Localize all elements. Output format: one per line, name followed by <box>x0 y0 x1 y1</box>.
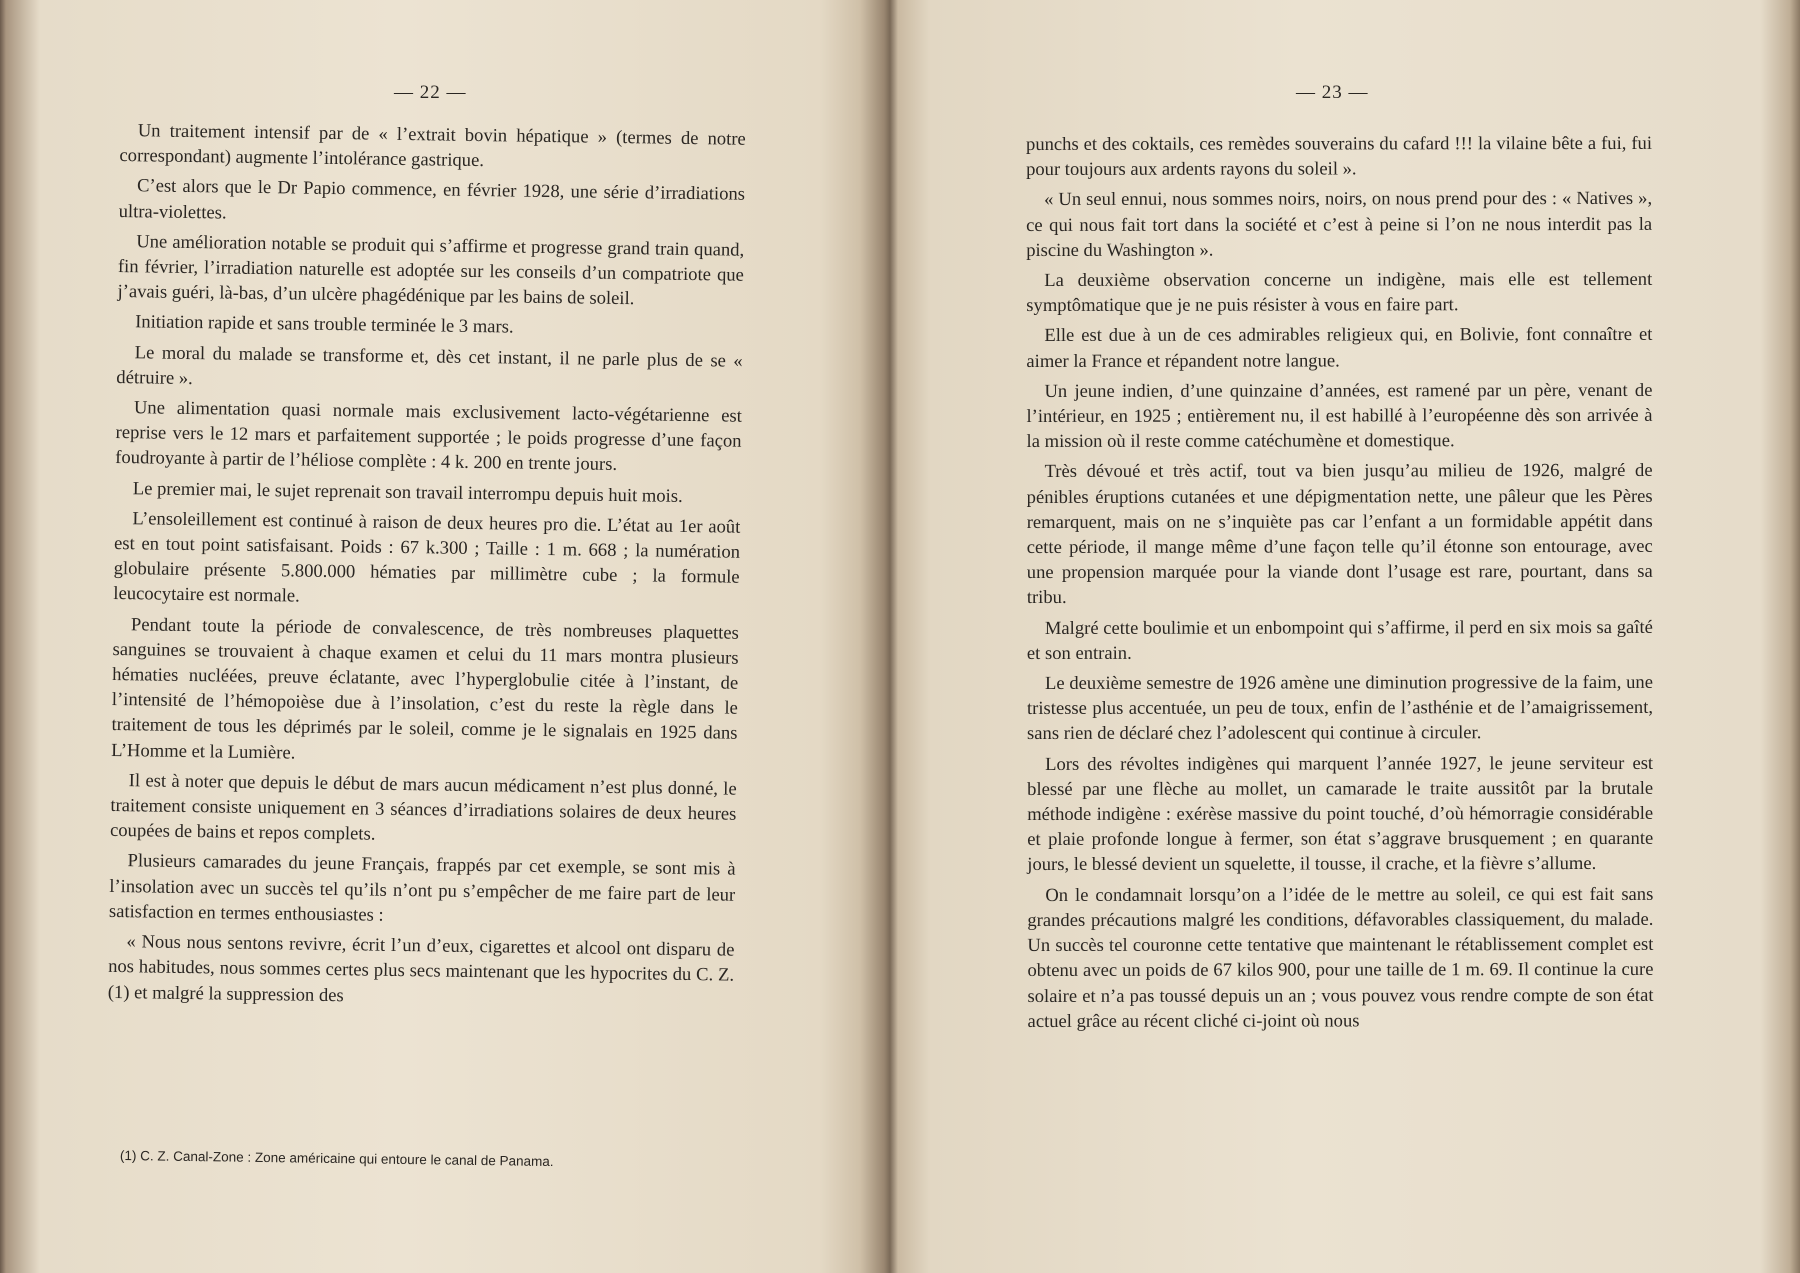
paragraph: Plusieurs camarades du jeune Français, frappés par cet exemple, se sont mis à l’insolation avec un succès tel qu’ils n’ont pu s’empêcher de me faire part de leur satisfaction en termes enthousiastes : <box>108 850 736 926</box>
paragraph: Une amélioration notable se produit qui s’affirme et progresse grand train quand, fin février, l’irradiation naturelle est adoptée sur les conseils d’un compatriote que j’avais guéri, là-bas, d’un ulcère phagédénique par les bains de soleil. <box>117 231 745 310</box>
paragraph: Un traitement intensif par de « l’extrait bovin hépatique » (termes de notre correspondant) augmente l’intolérance gastrique. <box>119 120 746 172</box>
paragraph: Lors des révoltes indigènes qui marquent l’année 1927, le jeune serviteur est blessé par une flèche au mollet, un camarade le traite aussitôt par la brutale méthode indigène : exérèse massive du point touché, d’où hémorragie considérable et plaie profonde longue à fermer, son état s’aggrave brusquement ; en quarante jours, le blessé devient un squelette, il tousse, il crache, et la fièvre s’allume. <box>1027 752 1654 876</box>
paragraph: Elle est due à un de ces admirables religieux qui, en Bolivie, font connaître et aimer la France et répandent notre langue. <box>1026 324 1653 372</box>
paragraph: Il est à noter que depuis le début de mars aucun médicament n’est plus donné, le traitement consiste uniquement en 3 séances d’irradiations solaires de deux heures coupées de bains et repos complets. <box>109 770 737 845</box>
paragraph: Un jeune indien, d’une quinzaine d’années, est ramené par un père, venant de l’intérieur, en 1925 ; entièrement nu, il est habillé à l’européenne dès son arrivée à la mission où il reste comme catéchumène et domestique. <box>1026 379 1653 453</box>
paragraph: Une alimentation quasi normale mais exclusivement lacto-végétarienne est reprise vers le 12 mars et parfaitement supportée ; le poids progresse d’une façon foudroyante à partir de l’héliose complète : 4 k. 200 en trente jours. <box>115 397 743 476</box>
paragraph: « Un seul ennui, nous sommes noirs, noirs, on nous prend pour des : « Natives », ce qui nous fait tort dans la société et c’est à peine si l’on ne nous interdit pas la piscine du Washington ». <box>1026 188 1653 261</box>
paragraph: punchs et des coktails, ces remèdes souverains du cafard !!! la vilaine bête a fui, fui pour toujours aux ardents rayons du soleil ». <box>1026 132 1653 181</box>
paragraph: Pendant toute la période de convalescence, de très nombreuses plaquettes sanguines se trouvaient à chaque examen et celui du 11 mars montra plusieurs hématies nucléées, preuve éclatante, avec l’hyperglobulie citée à l’instant, de l’intensité de l’hémopoièse due à l’insolation, c’est du reste la règle dans le traitement de tous les déprimés par le soleil, comme je le signalais en 1925 dans L’Homme et la Lumière. <box>111 613 740 764</box>
paragraph: On le condamnait lorsqu’on a l’idée de le mettre au soleil, ce qui est fait sans grandes précautions malgré les conditions, défavorables classiquement, du malade. Un succès tel couronne cette tentative que maintenant le rétablissement complet est obtenu avec un poids de 67 kilos 900, pour une taille de 1 m. 69. Il continue la cure solaire et n’a pas toussé depuis un an ; vous pouvez vous rendre compte de son état actuel grâce au récent cliché ci-joint où nous <box>1027 883 1654 1032</box>
paragraph: Le premier mai, le sujet reprenait son travail interrompu depuis huit mois. <box>132 477 683 507</box>
paragraph: Le deuxième semestre de 1926 amène une diminution progressive de la faim, une tristesse plus accentuée, un peu de toux, enfin de l’asthénie et de l’amaigrissement, sans rien de déclaré chez l’adolescent qui continue à circuler. <box>1026 671 1654 745</box>
paragraph: La deuxième observation concerne un indigène, mais elle est tellement symptômatique que je ne puis résister à vous en faire part. <box>1026 268 1653 317</box>
left-page <box>0 0 884 1273</box>
right-page <box>894 0 1800 1273</box>
paragraph: C’est alors que le Dr Papio commence, en février 1928, une série d’irradiations ultra-violettes. <box>118 175 746 224</box>
page-body <box>108 118 746 1018</box>
paragraph: Malgré cette boulimie et un enbompoint qui s’affirme, il perd en six mois sa gaîté et son entrain. <box>1026 616 1653 664</box>
page-number: — 22 — <box>394 82 467 103</box>
paragraph: « Nous nous sentons revivre, écrit l’un d’eux, cigarettes et alcool ont disparu de nos habitudes, nous sommes certes plus secs maintenant que les hypocrites du C. Z. (1) et malgré la suppression des <box>107 931 735 1006</box>
page-body <box>1026 131 1654 1039</box>
footnote: (1) C. Z. Canal-Zone : Zone américaine qui entoure le canal de Panama. <box>119 1148 554 1170</box>
paragraph: Le moral du malade se transforme et, dès cet instant, il ne parle plus de se « détruire ». <box>116 341 743 389</box>
paragraph: Très dévoué et très actif, tout va bien jusqu’au milieu de 1926, malgré de pénibles éruptions cutanées et une dépigmentation nette, une pâleur que les Pères remarquent, mais on ne s’inquiète pas car l’enfant a un formidable appétit dans cette période, il mange même d’une façon telle qu’il étonne son entourage, avec une propension marquée pour la viande dont l’usage est rare, pourtant, dans sa tribu. <box>1026 460 1653 609</box>
paragraph: L’ensoleillement est continué à raison de deux heures pro die. L’état au 1er août est en tout point satisfaisant. Poids : 67 k.300 ; Taille : 1 m. 668 ; la numération globulaire présente 5.800.000 hématies par millimètre cube ; la formule leucocytaire est normale. <box>113 508 741 608</box>
paragraph: Initiation rapide et sans trouble terminée le 3 mars. <box>135 311 514 338</box>
page-number: — 23 — <box>1296 82 1369 103</box>
